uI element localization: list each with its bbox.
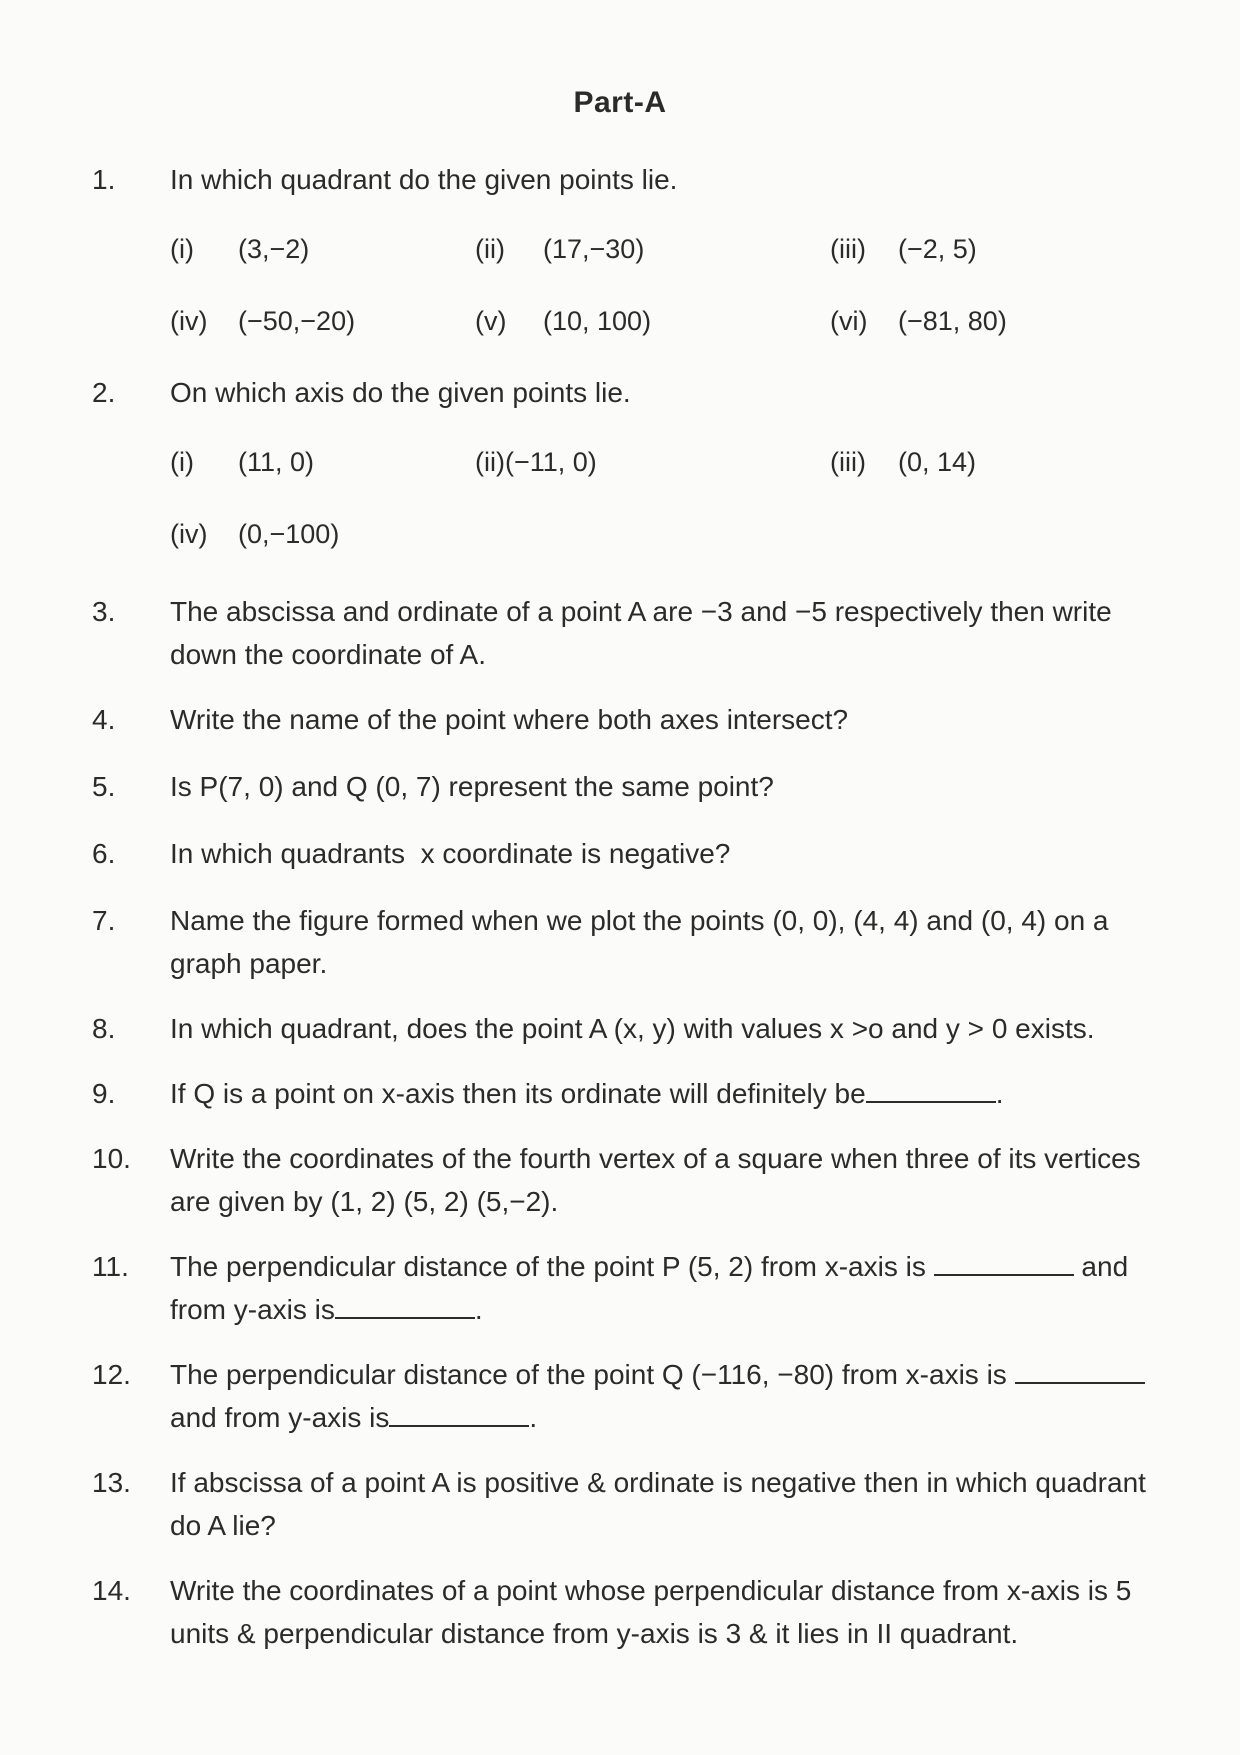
question-text: In which quadrant do the given points lie.	[170, 164, 678, 195]
option-value: (0, 14)	[898, 446, 977, 477]
question-1	[0, 158, 1240, 201]
option-number: (v)	[475, 305, 507, 336]
question-11	[0, 1245, 1240, 1331]
question-text-part: The perpendicular distance of the point Q (−116, −80) from x-axis is	[170, 1359, 1007, 1390]
question-list	[0, 158, 1240, 1655]
option-item	[170, 519, 475, 550]
option-value: (17,−30)	[543, 233, 645, 264]
question-1-options	[170, 213, 1155, 357]
answer-blank[interactable]	[389, 1401, 529, 1427]
option-number: (ii)	[475, 446, 505, 477]
question-text: On which axis do the given points lie.	[170, 377, 631, 408]
answer-blank[interactable]	[335, 1293, 475, 1319]
question-number: 5.	[92, 771, 116, 802]
question-number: 9.	[92, 1078, 116, 1109]
question-number: 7.	[92, 905, 116, 936]
question-text-part: and from y-axis is	[170, 1402, 390, 1433]
question-text	[170, 1072, 1155, 1115]
question-3	[0, 590, 1240, 676]
option-number: (iv)	[170, 305, 208, 336]
option-number: (vi)	[830, 305, 868, 336]
option-item	[475, 234, 830, 265]
question-8	[0, 1007, 1240, 1050]
option-number: (i)	[170, 446, 194, 477]
question-text-part: If Q is a point on x-axis then its ordinate will definitely be	[170, 1078, 866, 1109]
option-item	[830, 306, 1150, 337]
answer-blank[interactable]	[866, 1077, 996, 1103]
option-value: (11, 0)	[238, 446, 315, 477]
question-text: Write the coordinates of a point whose perpendicular distance from x-axis is 5 units & perpendicular distance from y-axis is 3 & it lies in II quadrant.	[170, 1575, 1132, 1649]
option-item	[475, 447, 830, 478]
option-number: (iii)	[830, 446, 866, 477]
option-row	[170, 426, 1155, 498]
question-2-options	[170, 426, 1155, 570]
question-text: Write the coordinates of the fourth vertex of a square when three of its vertices are given by (1, 2) (5, 2) (5,−2).	[170, 1143, 1141, 1217]
option-value: (−2, 5)	[898, 233, 977, 264]
answer-blank[interactable]	[1015, 1358, 1145, 1384]
question-text-part: .	[529, 1402, 538, 1433]
question-6	[0, 832, 1240, 875]
question-text-part: The perpendicular distance of the point P (5, 2) from x-axis is	[170, 1251, 926, 1282]
question-number: 11.	[92, 1251, 129, 1282]
question-13	[0, 1461, 1240, 1547]
option-value: (3,−2)	[238, 233, 310, 264]
question-text: Name the figure formed when we plot the points (0, 0), (4, 4) and (0, 4) on a graph paper.	[170, 905, 1109, 979]
question-9	[0, 1072, 1240, 1115]
question-text-part: .	[474, 1294, 483, 1325]
option-item	[170, 234, 475, 265]
question-text: The abscissa and ordinate of a point A are −3 and −5 respectively then write down the coordinate of A.	[170, 596, 1112, 670]
question-text	[170, 1245, 1155, 1331]
page-title: Part-A	[573, 86, 667, 119]
question-number: 6.	[92, 838, 116, 869]
question-text: In which quadrant, does the point A (x, y) with values x >o and y > 0 exists.	[170, 1013, 1095, 1044]
option-row	[170, 213, 1155, 285]
answer-blank[interactable]	[934, 1250, 1074, 1276]
option-item	[170, 447, 475, 478]
option-value: (−11, 0)	[504, 446, 597, 477]
question-12	[0, 1353, 1240, 1439]
option-item	[170, 306, 475, 337]
question-number: 13.	[92, 1467, 131, 1498]
question-text	[170, 1353, 1155, 1439]
question-number: 1.	[92, 164, 116, 195]
question-text-part: and from y-axis is	[170, 1251, 1129, 1325]
option-number: (i)	[170, 233, 194, 264]
question-10	[0, 1137, 1240, 1223]
option-row	[170, 498, 1155, 570]
question-number: 12.	[92, 1359, 131, 1390]
option-item	[830, 234, 1150, 265]
option-number: (iv)	[170, 518, 208, 549]
question-text: If abscissa of a point A is positive & ordinate is negative then in which quadrant do A lie?	[170, 1467, 1146, 1541]
option-value: (10, 100)	[543, 305, 652, 336]
option-value: (0,−100)	[238, 518, 340, 549]
question-text: Is P(7, 0) and Q (0, 7) represent the same point?	[170, 771, 774, 802]
question-number: 3.	[92, 596, 116, 627]
question-4	[0, 698, 1240, 741]
question-number: 4.	[92, 704, 116, 735]
option-value: (−81, 80)	[898, 305, 1007, 336]
option-number: (iii)	[830, 233, 866, 264]
option-number: (ii)	[475, 233, 505, 264]
option-item	[475, 306, 830, 337]
option-row	[170, 285, 1155, 357]
question-14	[0, 1569, 1240, 1655]
question-7	[0, 899, 1240, 985]
option-item	[830, 447, 1150, 478]
question-5	[0, 765, 1240, 808]
question-number: 8.	[92, 1013, 116, 1044]
question-text: In which quadrants x coordinate is negative?	[170, 838, 731, 869]
option-value: (−50,−20)	[238, 305, 356, 336]
question-text-part: .	[995, 1078, 1004, 1109]
question-number: 10.	[92, 1143, 131, 1174]
question-number: 2.	[92, 377, 116, 408]
question-number: 14.	[92, 1575, 131, 1606]
question-text: Write the name of the point where both axes intersect?	[170, 704, 849, 735]
question-2	[0, 371, 1240, 414]
